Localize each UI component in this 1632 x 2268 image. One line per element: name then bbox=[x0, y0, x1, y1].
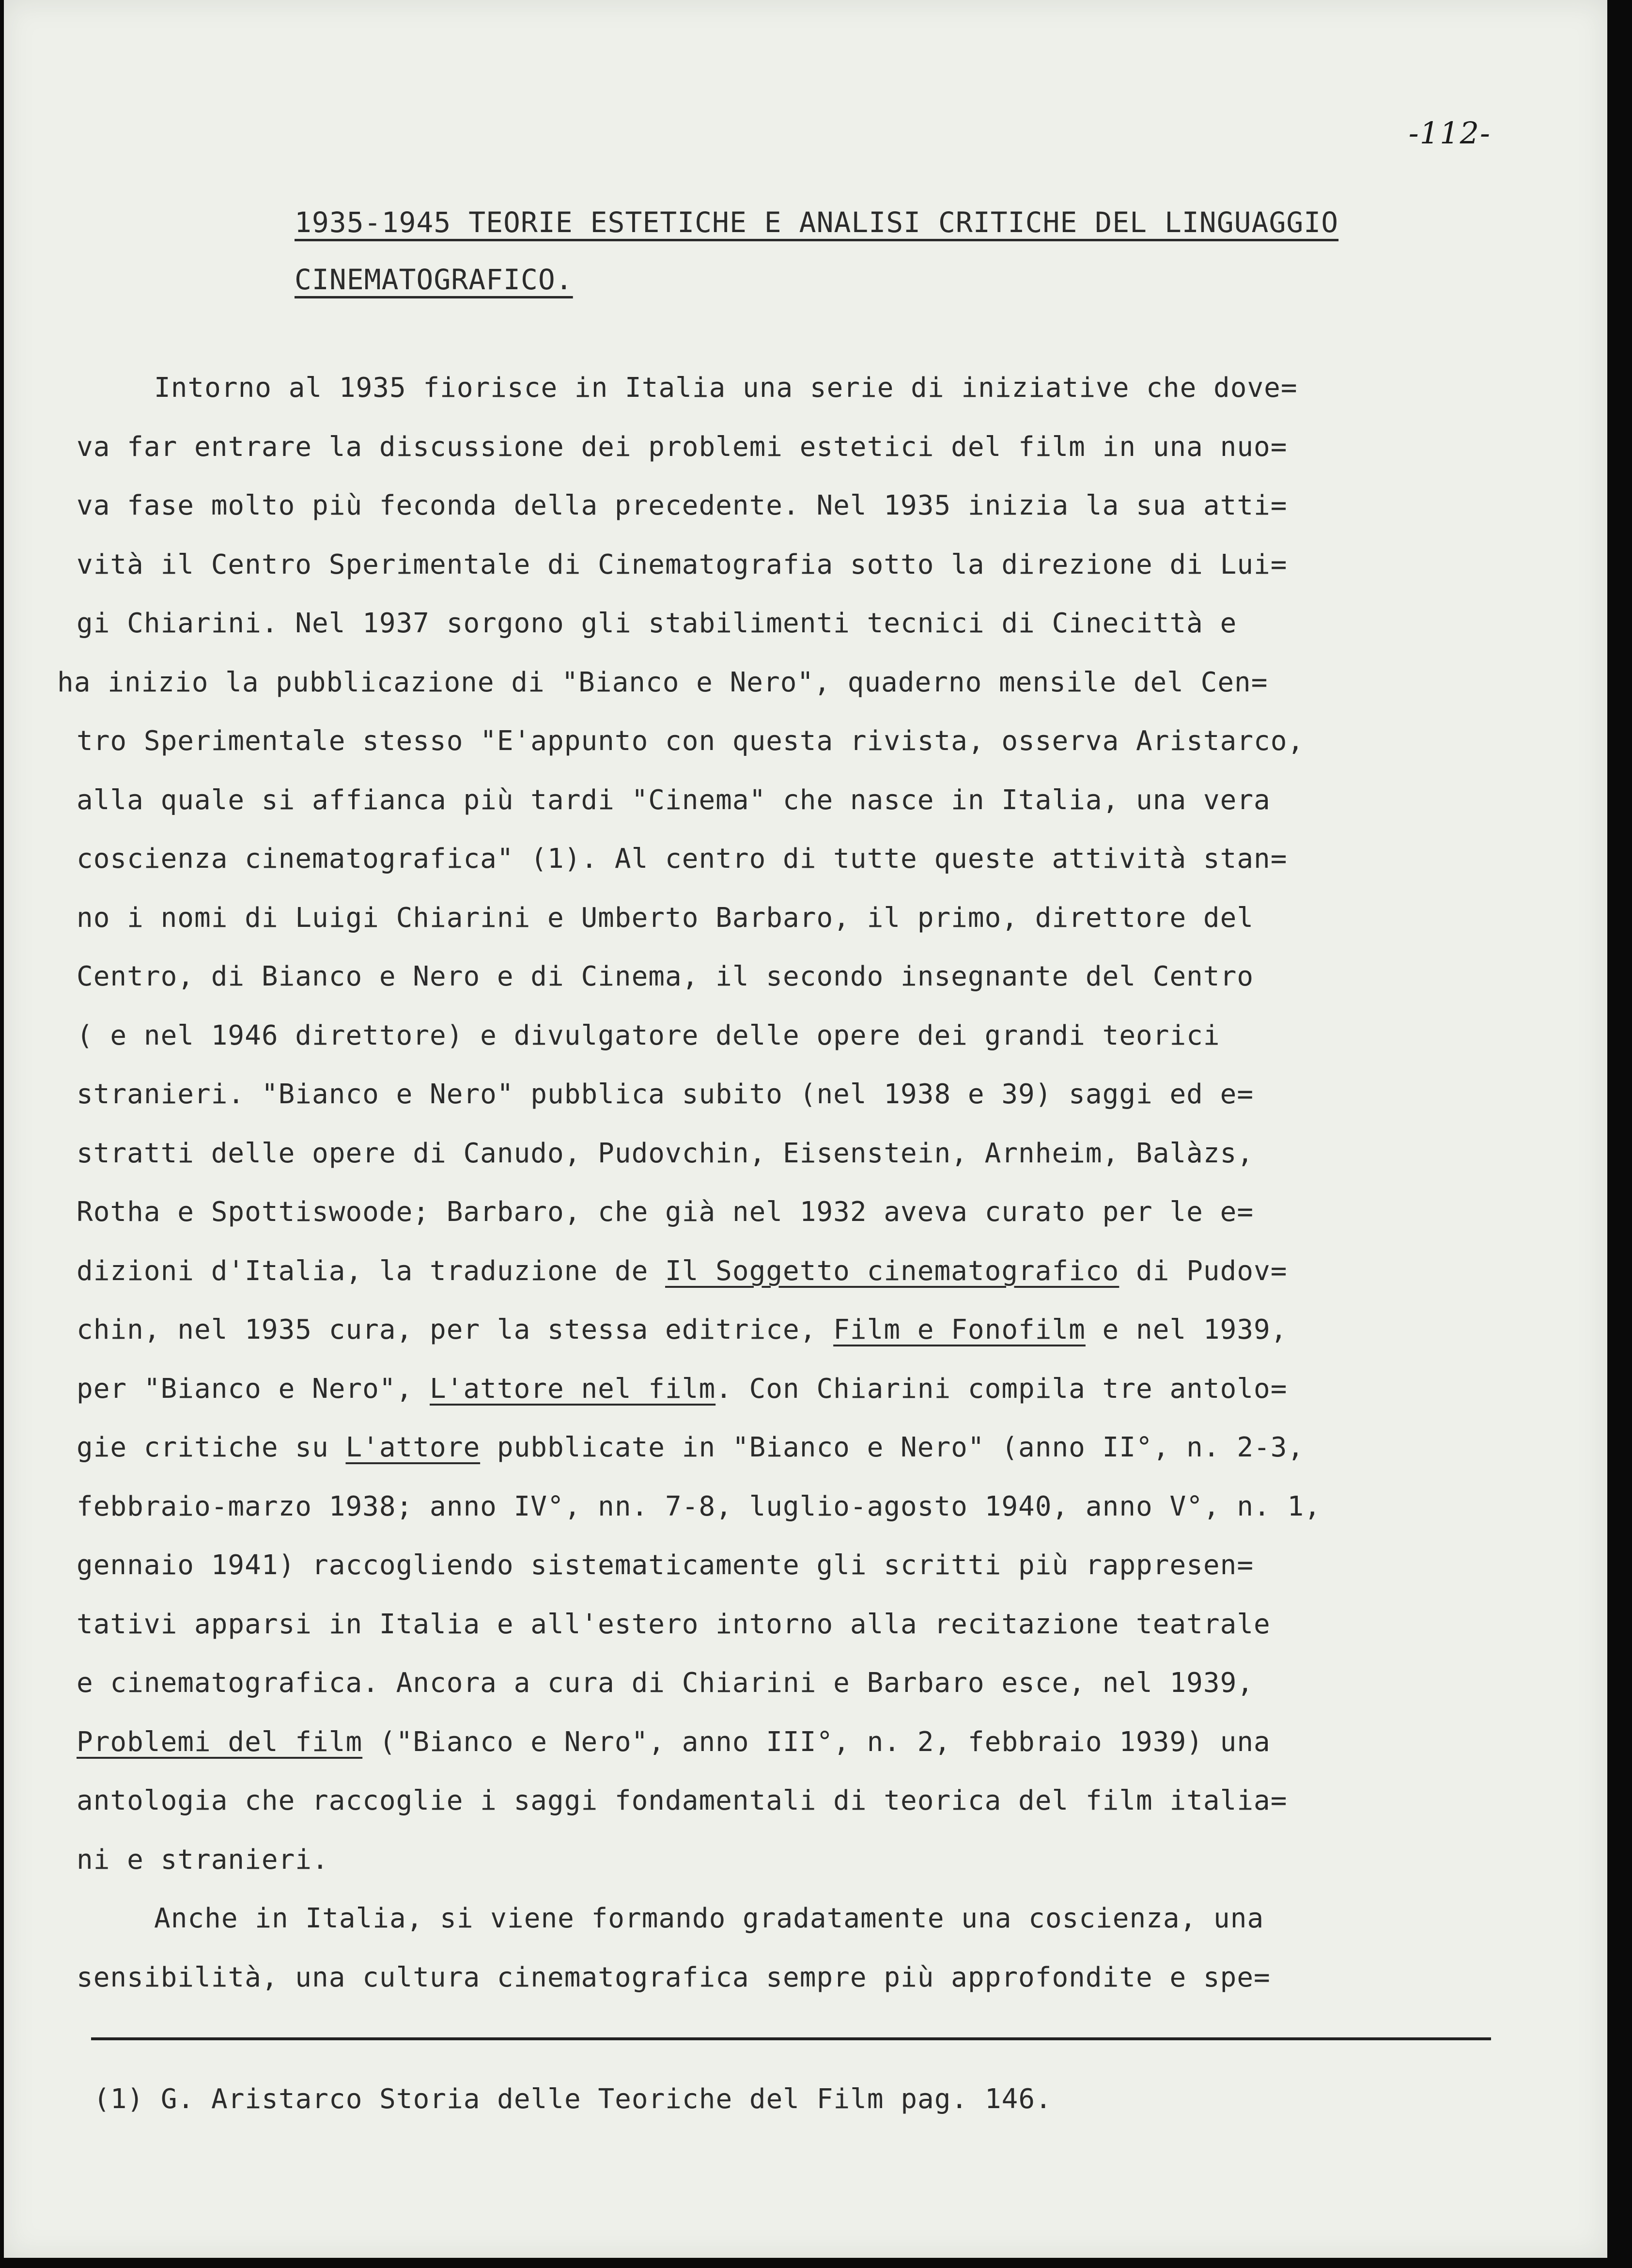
text-line: ni e stranieri. bbox=[77, 1844, 329, 1876]
underlined-title: Il Soggetto cinematografico bbox=[665, 1255, 1119, 1287]
document-page bbox=[4, 0, 1607, 2258]
text-line: coscienza cinematografica" (1). Al centro di tutte queste attività stan= bbox=[77, 843, 1288, 875]
text-segment: dizioni d'Italia, la traduzione de bbox=[77, 1255, 666, 1287]
body-text bbox=[57, 359, 1544, 2007]
heading-line-1: 1935-1945 TEORIE ESTETICHE E ANALISI CRITICHE DEL LINGUAGGIO bbox=[295, 206, 1339, 239]
text-line: tativi apparsi in Italia e all'estero intorno alla recitazione teatrale bbox=[77, 1608, 1271, 1640]
text-line bbox=[77, 1713, 1544, 1772]
paragraph-1 bbox=[57, 359, 1544, 1889]
text-line: stranieri. "Bianco e Nero" pubblica subito (nel 1938 e 39) saggi ed e= bbox=[77, 1079, 1254, 1110]
text-line: antologia che raccoglie i saggi fondamentali di teorica del film italia= bbox=[77, 1785, 1288, 1816]
text-line: febbraio-marzo 1938; anno IV°, nn. 7-8, luglio-agosto 1940, anno V°, n. 1, bbox=[77, 1490, 1321, 1522]
text-segment: per "Bianco e Nero", bbox=[77, 1373, 430, 1405]
text-line bbox=[77, 1418, 1544, 1477]
underlined-title: Film e Fonofilm bbox=[833, 1314, 1086, 1345]
footnote-separator bbox=[91, 2037, 1491, 2040]
text-segment: e nel 1939, bbox=[1085, 1314, 1288, 1345]
text-line: ha inizio la pubblicazione di "Bianco e Nero", quaderno mensile del Cen= bbox=[57, 666, 1268, 698]
footnote: (1) G. Aristarco Storia delle Teoriche del Film pag. 146. bbox=[93, 2083, 1052, 2115]
text-line bbox=[77, 1360, 1544, 1419]
text-line: va far entrare la discussione dei problemi estetici del film in una nuo= bbox=[77, 431, 1288, 463]
text-segment: gie critiche su bbox=[77, 1432, 346, 1463]
text-line: gi Chiarini. Nel 1937 sorgono gli stabilimenti tecnici di Cinecittà e bbox=[77, 608, 1237, 639]
text-segment: chin, nel 1935 cura, per la stessa editrice, bbox=[77, 1314, 834, 1345]
text-line: Rotha e Spottiswoode; Barbaro, che già nel 1932 aveva curato per le e= bbox=[77, 1196, 1254, 1228]
text-line: sensibilità, una cultura cinematografica sempre più approfondite e spe= bbox=[77, 1961, 1271, 1993]
text-line: vità il Centro Sperimentale di Cinematografia sotto la direzione di Lui= bbox=[77, 548, 1288, 580]
text-line: e cinematografica. Ancora a cura di Chiarini e Barbaro esce, nel 1939, bbox=[77, 1667, 1254, 1699]
page-number: -112- bbox=[1408, 115, 1491, 151]
underlined-title: Problemi del film bbox=[77, 1726, 363, 1758]
heading-line-2: CINEMATOGRAFICO. bbox=[295, 263, 573, 296]
text-line: tro Sperimentale stesso "E'appunto con questa rivista, osserva Aristarco, bbox=[77, 725, 1305, 757]
text-line: stratti delle opere di Canudo, Pudovchin, Eisenstein, Arnheim, Balàzs, bbox=[77, 1137, 1254, 1169]
text-line: Centro, di Bianco e Nero e di Cinema, il secondo insegnante del Centro bbox=[77, 961, 1254, 992]
text-line: gennaio 1941) raccogliendo sistematicamente gli scritti più rappresen= bbox=[77, 1549, 1254, 1581]
text-segment: ("Bianco e Nero", anno III°, n. 2, febbraio 1939) una bbox=[362, 1726, 1271, 1758]
text-segment: pubblicate in "Bianco e Nero" (anno II°, n. 2-3, bbox=[480, 1432, 1305, 1463]
text-line: Anche in Italia, si viene formando gradatamente una coscienza, una bbox=[154, 1903, 1264, 1934]
text-segment: di Pudov= bbox=[1119, 1255, 1288, 1287]
paragraph-2 bbox=[77, 1889, 1544, 2007]
text-line: Intorno al 1935 fiorisce in Italia una serie di iniziative che dove= bbox=[154, 372, 1298, 404]
text-line bbox=[77, 1300, 1544, 1360]
underlined-title: L'attore nel film bbox=[430, 1373, 716, 1405]
underlined-title: L'attore bbox=[345, 1432, 481, 1463]
text-line: ( e nel 1946 direttore) e divulgatore delle opere dei grandi teorici bbox=[77, 1019, 1220, 1051]
text-line: alla quale si affianca più tardi "Cinema" che nasce in Italia, una vera bbox=[77, 784, 1271, 816]
text-line: va fase molto più feconda della precedente. Nel 1935 inizia la sua atti= bbox=[77, 490, 1288, 521]
text-line: no i nomi di Luigi Chiarini e Umberto Barbaro, il primo, direttore del bbox=[77, 902, 1254, 934]
text-segment: . Con Chiarini compila tre antolo= bbox=[715, 1373, 1288, 1405]
document-heading bbox=[295, 194, 1506, 308]
text-line bbox=[77, 1242, 1544, 1301]
